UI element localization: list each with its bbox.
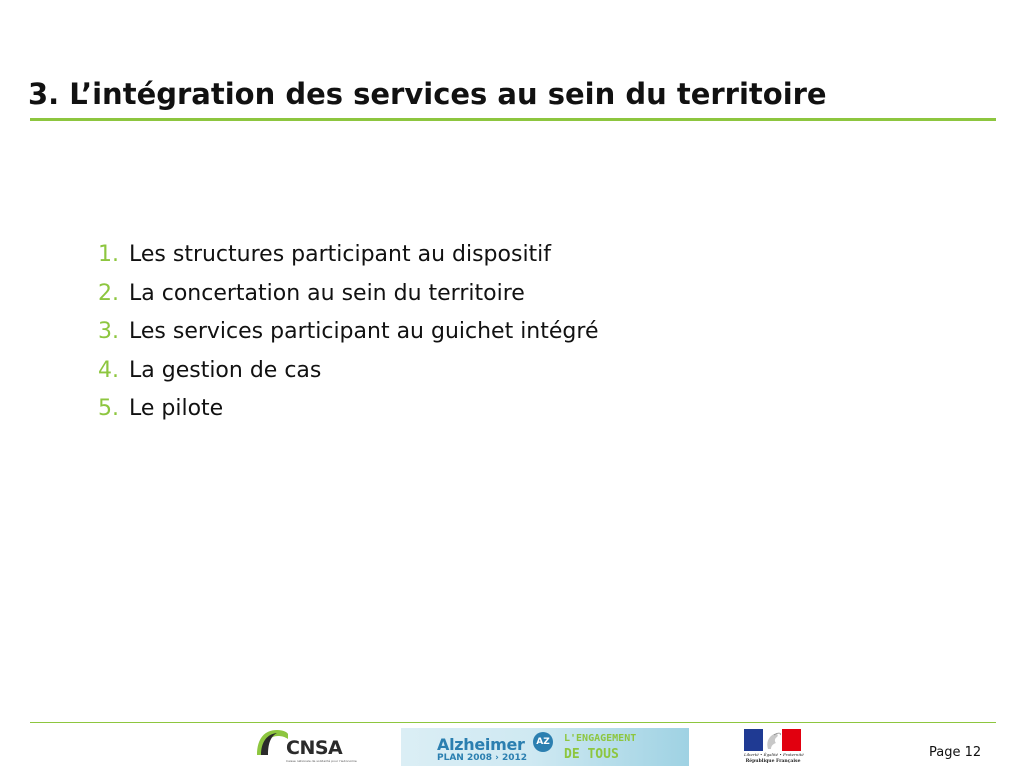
cnsa-logo: [255, 728, 363, 766]
cnsa-subtitle: Caisse nationale de solidarité pour l'autonomie: [286, 759, 357, 763]
page-number: Page 12: [929, 745, 982, 760]
agenda-item-number: 1.: [98, 242, 119, 267]
rf-name: République Française: [745, 759, 801, 764]
agenda-item-text: Les structures participant au dispositif: [129, 242, 552, 267]
agenda-item: [98, 390, 598, 429]
agenda-item: [98, 275, 598, 314]
agenda-item: [98, 236, 598, 275]
alzheimer-plan-years: PLAN 2008 › 2012: [437, 753, 528, 763]
tous-prefix: DE: [564, 747, 580, 762]
agenda-item-text: Le pilote: [129, 396, 224, 421]
agenda-item-text: Les services participant au guichet intégré: [129, 319, 599, 344]
agenda-item-text: La gestion de cas: [129, 357, 322, 383]
agenda-item-number: 3.: [98, 319, 119, 344]
republique-francaise-logo: [744, 729, 802, 767]
agenda-item-number: 5.: [98, 396, 119, 421]
tous-label: [564, 747, 619, 762]
agenda-item: [98, 352, 598, 391]
agenda-item-number: 4.: [98, 357, 119, 383]
slide-title: 3. L’intégration des services au sein du territoire: [28, 77, 827, 111]
title-divider: [30, 118, 996, 121]
engagement-label: L'ENGAGEMENT: [564, 733, 637, 744]
agenda-item-text: La concertation au sein du territoire: [129, 280, 525, 306]
agenda-item-number: 2.: [98, 280, 119, 306]
tous-word: TOUS: [587, 747, 619, 762]
marianne-icon: [744, 729, 801, 751]
alzheimer-wordmark: Alzheimer: [437, 735, 525, 754]
az-badge-icon: AZ: [533, 732, 553, 752]
cnsa-wordmark: CNSA: [286, 737, 343, 759]
agenda-list: [98, 236, 598, 429]
alzheimer-plan-banner: [401, 728, 689, 766]
footer-divider: [30, 722, 996, 723]
agenda-item: [98, 313, 598, 352]
rf-motto: Liberté • Égalité • Fraternité: [744, 752, 804, 757]
cnsa-arch-icon: [255, 728, 289, 756]
